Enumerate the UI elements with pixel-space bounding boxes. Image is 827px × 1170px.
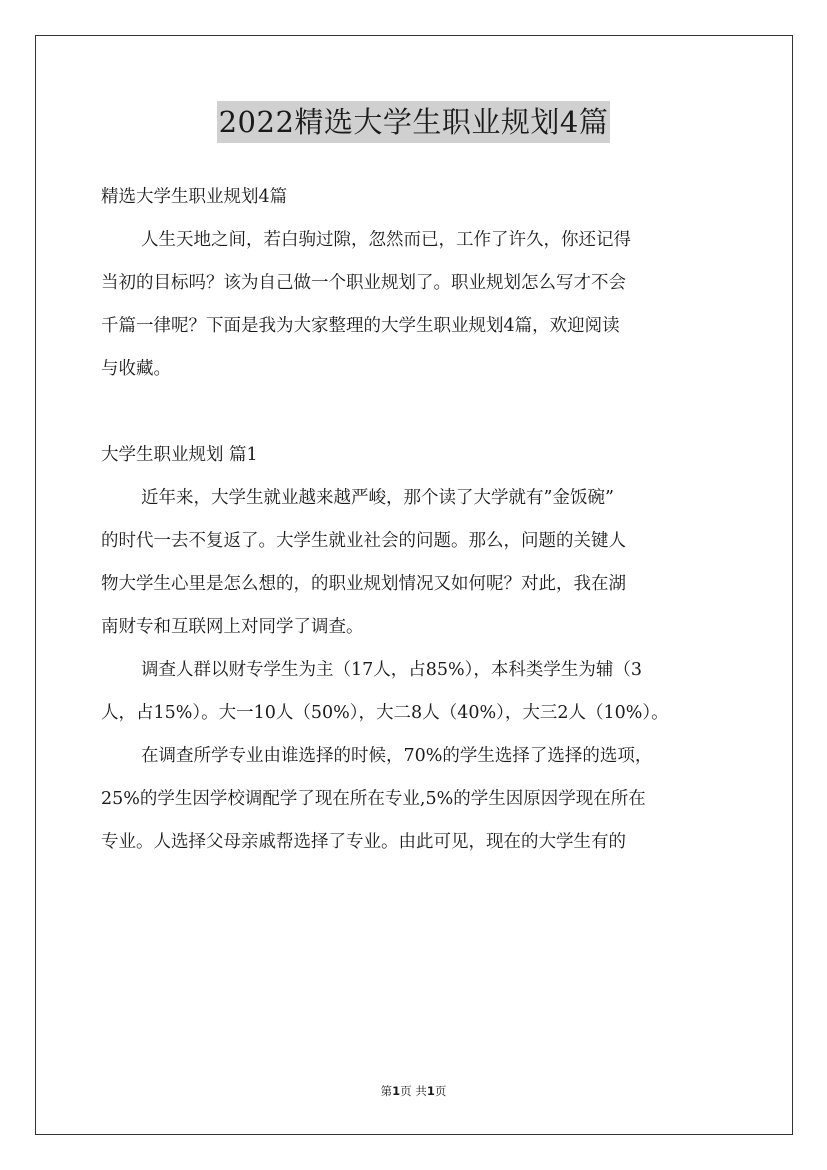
para3-line-1: 在调查所学专业由谁选择的时候，70%的学生选择了选择的选项，: [141, 746, 653, 766]
para3-line-2: 25%的学生因学校调配学了现在所在专业,5%的学生因原因学现在所在: [101, 789, 646, 809]
page-number: 1: [392, 1084, 401, 1098]
page-total: 1: [426, 1084, 435, 1098]
intro-line-1: 人生天地之间，若白驹过隙，忽然而已，工作了许久，你还记得: [141, 230, 631, 250]
document-subtitle: 精选大学生职业规划4篇: [101, 187, 288, 207]
para1-line-3: 物大学生心里是怎么想的，的职业规划情况又如何呢？对此，我在湖: [101, 574, 626, 594]
para1-line-1: 近年来，大学生就业越来越严峻，那个读了大学就有”金饭碗”: [141, 488, 614, 508]
document-body: [101, 176, 741, 864]
page-footer: 第1页 共1页: [380, 1084, 447, 1098]
para3-line-3: 专业。人选择父母亲戚帮选择了专业。由此可见，现在的大学生有的: [101, 832, 626, 852]
intro-line-3: 千篇一律呢？下面是我为大家整理的大学生职业规划4篇，欢迎阅读: [101, 316, 620, 336]
para2-line-2: 人，占15%）。大一10人（50%），大二8人（40%），大三2人（10%）。: [101, 703, 669, 723]
intro-line-2: 当初的目标吗？该为自己做一个职业规划了。职业规划怎么写才不会: [101, 273, 626, 293]
para1-line-2: 的时代一去不复返了。大学生就业社会的问题。那么，问题的关键人: [101, 531, 626, 551]
para1-line-4: 南财专和互联网上对同学了调查。: [101, 617, 364, 637]
para2-line-1: 调查人群以财专学生为主（17人，占85%），本科类学生为辅（3: [141, 660, 643, 680]
section-heading: 大学生职业规划 篇1: [101, 445, 258, 465]
document-title: 2022精选大学生职业规划4篇: [0, 101, 827, 143]
intro-line-4: 与收藏。: [101, 359, 171, 379]
